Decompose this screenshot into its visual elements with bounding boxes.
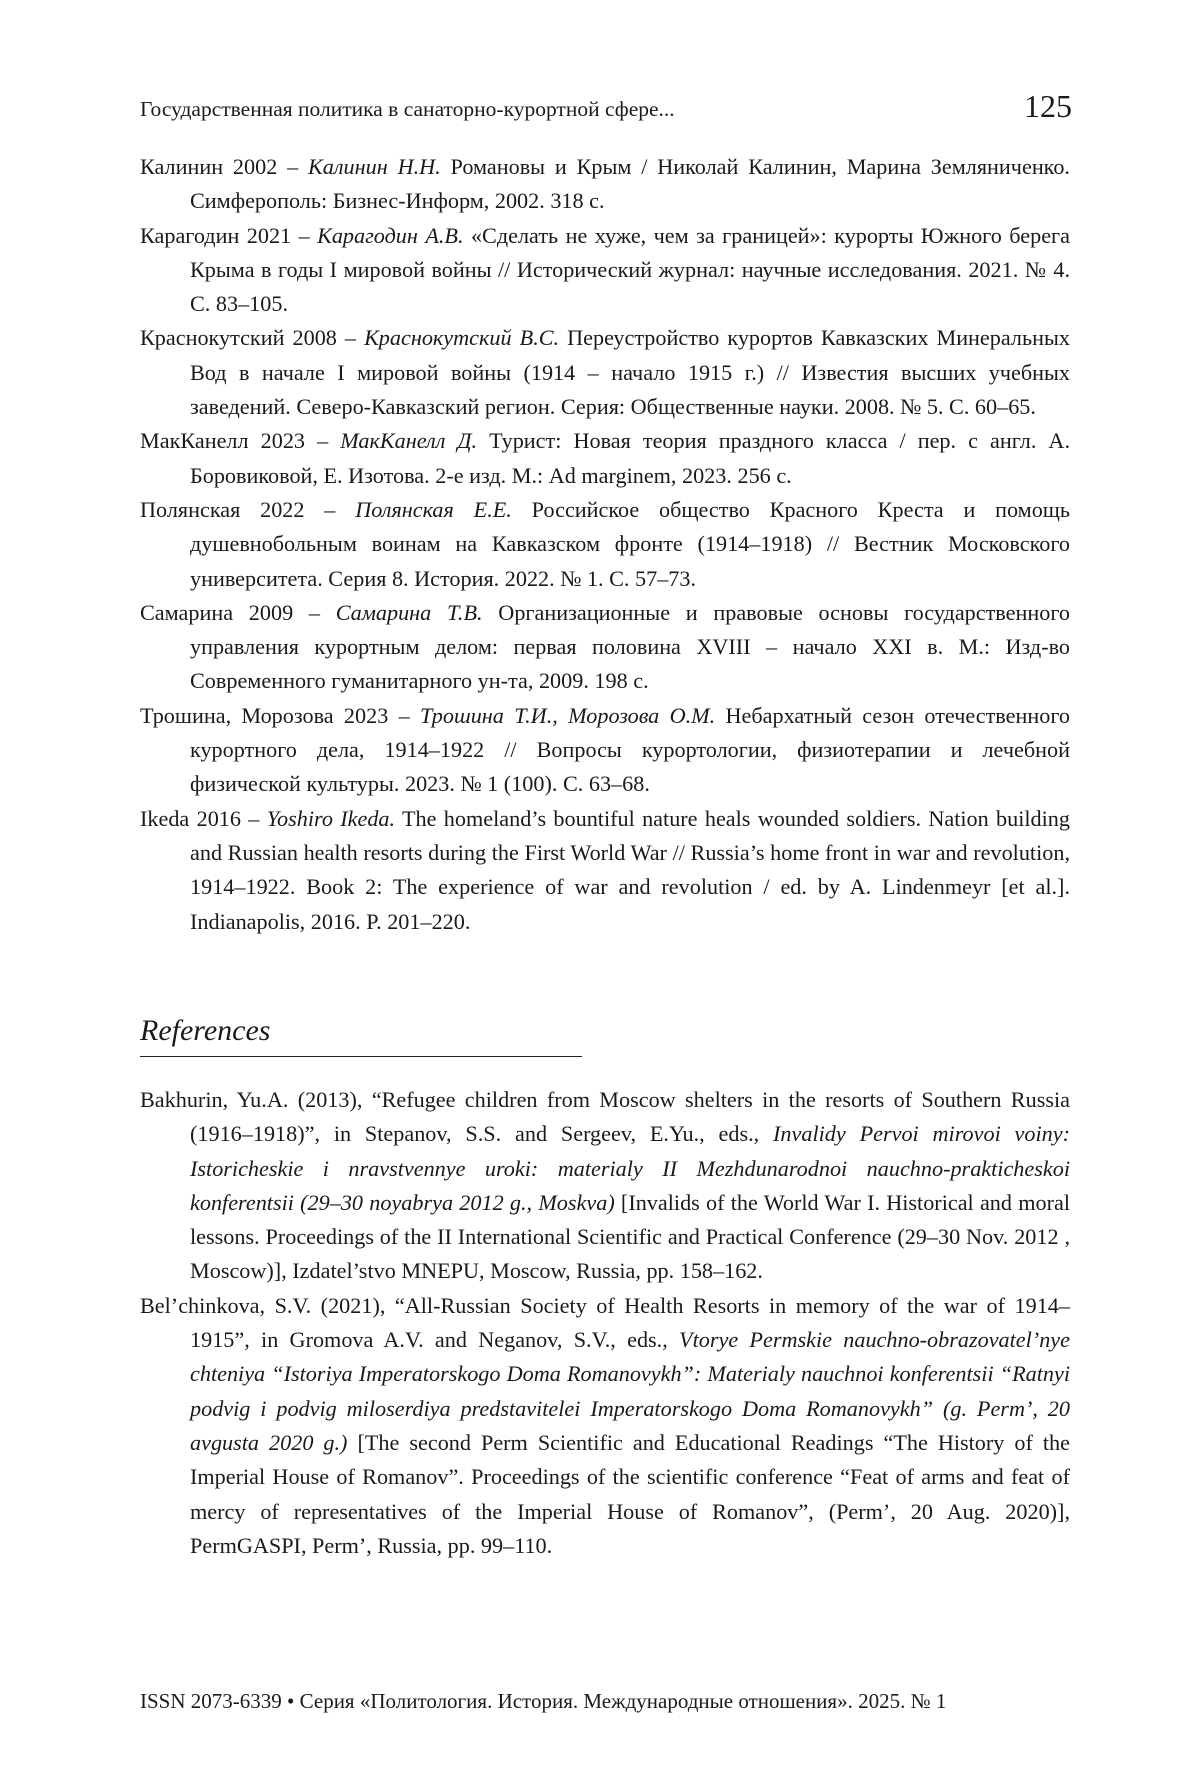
entry-key: Полянская 2022 – [140,496,356,522]
entry-author: Калинин Н.Н. [308,154,441,179]
reference-lead: Bakhurin, Yu.A. (2013), “Refugee children from Moscow shelters in the resorts of Southern Russia (1916–1918)”, in Stepanov, S.S. and Sergeev, E.Yu., eds., [140,1087,1070,1147]
entry-text: The homeland’s bountiful nature heals wounded soldiers. Nation building and Russian health resorts during the First World War // Russia’s home front in war and revolution, 1914–1922. Book 2: The experience of war and revolution / ed. by A. Lindenmeyr [et al.]. Indianapolis, 2016. P. 201–220. [190,805,1070,934]
bibliography-entry [140,699,1070,802]
running-title: Государственная политика в санаторно-курортной сфере... [140,97,675,121]
references-heading-rule [140,1056,582,1057]
running-header [140,88,1070,128]
entry-text: Небархатный сезон отечественного курортного дела, 1914–1922 // Вопросы курортологии, физиотерапии и лечебной физической культуры. 2023. № 1 (100). С. 63–68. [190,702,1070,797]
bibliography-entry [140,424,1070,493]
entry-author: Трошина Т.И., Морозова О.М. [419,702,716,728]
page-number: 125 [1024,88,1072,124]
entry-author: МакКанелл Д. [340,428,478,454]
entry-key: Самарина 2009 – [140,599,336,625]
reference-tail: [Invalids of the World War I. Historical and moral lessons. Proceedings of the II International Scientific and Practical Conference (29–30 Nov. 2012 , Moscow)], Izdatel’stvo MNEPU, Moscow, Russia, pp. 158–162. [190,1189,1070,1284]
entry-key: Ikeda 2016 – [140,805,267,831]
entry-key: Краснокутский 2008 – [140,325,365,351]
entry-text: Романовы и Крым / Николай Калинин, Марина Земляниченко. Симферополь: Бизнес-Информ, 2002. 318 с. [190,154,1070,214]
reference-lead: Bel’chinkova, S.V. (2021), “All-Russian Society of Health Resorts in memory of the war of 1914–1915”, in Gromova A.V. and Neganov, S.V., eds., [140,1292,1070,1353]
reference-entry [140,1289,1070,1563]
entry-text: Российское общество Красного Креста и помощь душевнобольным воинам на Кавказском фронте (1914–1918) // Вестник Московского университета. Серия 8. История. 2022. № 1. С. 57–73. [190,496,1070,591]
entry-text: Организационные и правовые основы государственного управления курортным делом: первая половина XVIII – начало XXI в. М.: Изд-во Современного гуманитарного ун-та, 2009. 198 с. [190,599,1070,694]
entry-author: Самарина Т.В. [335,599,483,625]
bibliography-entry [140,802,1070,939]
entry-author: Краснокутский В.С. [364,325,560,351]
entry-author: Yoshiro Ikeda. [266,805,396,831]
reference-entry [140,1083,1070,1289]
entry-key: Карагодин 2021 – [140,222,318,248]
entry-key: Трошина, Морозова 2023 – [140,702,420,728]
references-heading: References [140,1014,271,1047]
references-list [140,1083,1070,1563]
bibliography-entry [140,219,1070,322]
page-footer: ISSN 2073-6339 • Серия «Политология. История. Международные отношения». 2025. № 1 [140,1689,947,1713]
entry-author: Карагодин А.В. [317,222,464,248]
reference-title: Invalidy Pervoi mirovoi voiny: Istoricheskie i nravstvennye uroki: materialy II Mezhdunarodnoi nauchno-prakticheskoi konferentsii (29–30 noyabrya 2012 g., Moskva) [190,1121,1070,1215]
entry-key: Калинин 2002 – [140,154,309,179]
reference-tail: [The second Perm Scientific and Educational Readings “The History of the Imperial House of Romanov”. Proceedings of the scientific conference “Feat of arms and feat of mercy of representatives of the Imperial House of Romanov”, (Perm’, 20 Aug. 2020)], PermGASPI, Perm’, Russia, pp. 99–110. [190,1429,1070,1558]
entry-text: Турист: Новая теория праздного класса / пер. с англ. А. Боровиковой, Е. Изотова. 2-е изд. М.: Ad marginem, 2023. 256 с. [190,428,1070,488]
entry-author: Полянская Е.Е. [355,496,512,522]
entry-text: Переустройство курортов Кавказских Минеральных Вод в начале I мировой войны (1914 – начало 1915 г.) // Известия высших учебных заведений. Северо-Кавказский регион. Серия: Общественные науки. 2008. № 5. С. 60–65. [190,325,1070,420]
bibliography-entry [140,493,1070,596]
entry-key: МакКанелл 2023 – [140,428,341,454]
bibliography-entry [140,321,1070,424]
reference-title: Vtorye Permskie nauchno-obrazovatel’nye chteniya “Istoriya Imperatorskogo Doma Romanovykh”: Materialy nauchnoi konferentsii “Ratnyi podvig i podvig miloserdiya predstavitelei Imperatorskogo Doma Romanovykh” (g. Perm’, 20 avgusta 2020 g.) [190,1327,1070,1455]
bibliography-entry [140,150,1070,219]
entry-text: «Сделать не хуже, чем за границей»: курорты Южного берега Крыма в годы I мировой войны // Исторический журнал: научные исследования. 2021. № 4. С. 83–105. [190,222,1070,317]
journal-page [140,0,1070,1780]
bibliography-entry [140,596,1070,699]
bibliography-list [140,150,1070,939]
